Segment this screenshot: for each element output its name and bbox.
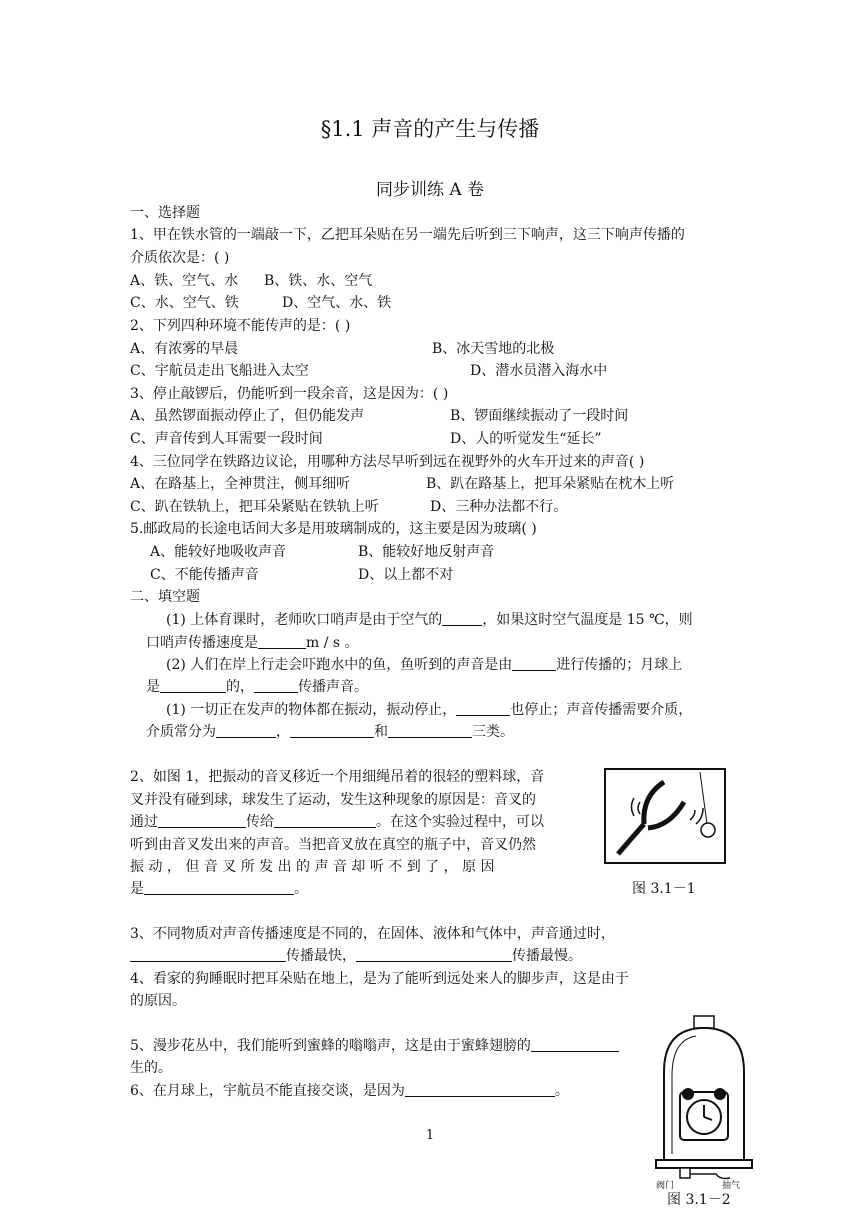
q2-option-b: B、冰天雪地的北极 xyxy=(432,341,555,357)
q3-option-b: B、锣面继续振动了一段时间 xyxy=(450,408,629,424)
q1-stem-line1: 1、甲在铁水管的一端敲一下，乙把耳朵贴在另一端先后听到三下响声，这三下响声传播的 xyxy=(130,227,685,243)
answer-blank[interactable] xyxy=(290,723,374,738)
q2-option-c: C、宇航员走出飞船进入太空 xyxy=(130,363,309,379)
fill1-line1 xyxy=(166,610,693,630)
figure2-caption: 图 3.1－2 xyxy=(667,1192,731,1208)
q3b-line2 xyxy=(130,946,582,966)
fill2-text4: 的， xyxy=(226,679,254,695)
fill1-text1: (1) 上体育课时，老师吹口哨声是由于空气的 xyxy=(166,612,443,628)
answer-blank[interactable] xyxy=(456,701,510,716)
q5b-text-a: 5、漫步花丛中，我们能听到蜜蜂的嗡嗡声，这是由于蜜蜂翅膀的 xyxy=(130,1038,531,1054)
fill1-text4: m / s 。 xyxy=(306,635,359,651)
q2-stem: 2、下列四种环境不能传声的是：( ) xyxy=(130,318,351,334)
fill1-text3: 口哨声传播速度是 xyxy=(146,635,258,651)
q2b-text-a: 通过 xyxy=(130,814,158,830)
fill2-line2 xyxy=(146,677,368,697)
fill3-text6: 三类。 xyxy=(472,724,514,740)
q4-option-c: C、趴在铁轨上，把耳朵紧贴在铁轨上听 xyxy=(130,499,379,515)
q2b-line5: 振 动 ， 但 音 叉 所 发 出 的 声 音 却 听 不 到 了 ， 原 因 xyxy=(130,859,495,875)
q3b-text-a: 传播最快， xyxy=(286,948,356,964)
q2-option-d: D、潜水员潜入海水中 xyxy=(470,363,608,379)
fill2-text3: 是 xyxy=(146,679,160,695)
answer-blank[interactable] xyxy=(531,1037,619,1052)
answer-blank[interactable] xyxy=(405,1082,555,1097)
q5-option-b: B、能较好地反射声音 xyxy=(358,544,495,560)
q4-option-b: B、趴在路基上，把耳朵紧贴在枕木上听 xyxy=(426,476,675,492)
q5-option-d: D、以上都不对 xyxy=(358,567,454,583)
answer-blank[interactable] xyxy=(254,678,298,693)
fill2-text5: 传播声音。 xyxy=(298,679,368,695)
q6b-text-a: 6、在月球上，宇航员不能直接交谈，是因为 xyxy=(130,1083,405,1099)
fill3-text5: 和 xyxy=(374,724,388,740)
q3b-text-b: 传播最慢。 xyxy=(512,948,582,964)
fill3-text4: ， xyxy=(276,724,290,740)
page-number: 1 xyxy=(425,1128,435,1143)
q2b-line6 xyxy=(130,879,308,899)
pump-label: 抽气 xyxy=(722,1181,741,1190)
fill3-line2 xyxy=(146,722,514,742)
q5-option-c: C、不能传播声音 xyxy=(150,567,259,583)
q2b-text-d: 是 xyxy=(130,881,144,897)
fill3-text1: (1) 一切正在发声的物体都在振动，振动停止， xyxy=(166,702,457,718)
q5b-line1 xyxy=(130,1036,619,1056)
q4-stem: 4、三位同学在铁路边议论，用哪种方法尽早听到远在视野外的火车开过来的声音( ) xyxy=(130,454,645,470)
answer-blank[interactable] xyxy=(274,813,376,828)
answer-blank[interactable] xyxy=(512,656,556,671)
tuning-fork-figure xyxy=(604,768,726,864)
bell-jar-figure xyxy=(650,1012,762,1190)
answer-blank[interactable] xyxy=(258,634,306,649)
q1-option-b: B、铁、水、空气 xyxy=(264,273,373,289)
q2b-line4: 听到由音叉发出来的声音。当把音叉放在真空的瓶子中，音叉仍然 xyxy=(130,837,536,853)
q2-option-a: A、有浓雾的早晨 xyxy=(130,341,239,357)
answer-blank[interactable] xyxy=(442,611,482,626)
answer-blank[interactable] xyxy=(158,813,246,828)
q2b-line3 xyxy=(130,812,544,832)
q4b-line1: 4、看家的狗睡眠时把耳朵贴在地上，是为了能听到远处来人的脚步声，这是由于 xyxy=(130,971,629,987)
q1-option-c: C、水、空气、铁 xyxy=(130,295,239,311)
answer-blank[interactable] xyxy=(216,723,276,738)
page-title: §1.1 声音的产生与传播 xyxy=(320,117,540,141)
q6b-text-b: 。 xyxy=(554,1083,569,1099)
fill3-text3: 介质常分为 xyxy=(146,724,216,740)
fill3-text2: 也停止；声音传播需要介质， xyxy=(510,702,693,718)
section-heading-choice: 一、选择题 xyxy=(130,205,200,221)
q1-stem-line2: 介质依次是：( ) xyxy=(130,250,230,266)
q1-option-d: D、空气、水、铁 xyxy=(282,295,392,311)
q1-option-a: A、铁、空气、水 xyxy=(130,273,239,289)
section-heading-fill: 二、填空题 xyxy=(130,589,200,605)
q5-option-a: A、能较好地吸收声音 xyxy=(150,544,287,560)
q3-option-a: A、虽然锣面振动停止了，但仍能发声 xyxy=(130,408,365,424)
q3-option-c: C、声音传到人耳需要一段时间 xyxy=(130,431,323,447)
fill2-text2: 进行传播的；月球上 xyxy=(556,657,683,673)
fill1-text2: ，如果这时空气温度是 15 ℃，则 xyxy=(482,612,693,628)
q2b-line1: 2、如图 1，把振动的音叉移近一个用细绳吊着的很轻的塑料球，音 xyxy=(130,769,545,785)
q3-stem: 3、停止敲锣后，仍能听到一段余音，这是因为：( ) xyxy=(130,386,449,402)
q4-option-a: A、在路基上，全神贯注，侧耳细听 xyxy=(130,476,351,492)
q2b-line2: 叉并没有碰到球，球发生了运动，发生这种现象的原因是：音叉的 xyxy=(130,792,536,808)
q2b-text-e: 。 xyxy=(294,881,308,897)
valve-label: 阀门 xyxy=(656,1181,675,1190)
q3b-line1: 3、不同物质对声音传播速度是不同的，在固体、液体和气体中，声音通过时， xyxy=(130,926,615,942)
fill1-line2 xyxy=(146,633,359,653)
answer-blank[interactable] xyxy=(130,947,286,962)
q2b-text-b: 传给 xyxy=(246,814,274,830)
q2b-text-c: 。在这个实验过程中，可以 xyxy=(376,814,544,830)
answer-blank[interactable] xyxy=(356,947,512,962)
q4-option-d: D、三种办法都不行。 xyxy=(430,499,568,515)
figure1-caption: 图 3.1－1 xyxy=(632,881,696,897)
answer-blank[interactable] xyxy=(144,880,294,895)
fill2-text1: (2) 人们在岸上行走会吓跑水中的鱼，鱼听到的声音是由 xyxy=(166,657,513,673)
q6b-line1 xyxy=(130,1081,569,1101)
answer-blank[interactable] xyxy=(388,723,472,738)
q5-stem: 5.邮政局的长途电话间大多是用玻璃制成的，这主要是因为玻璃( ) xyxy=(130,521,537,537)
page-subtitle: 同步训练 A 卷 xyxy=(375,180,485,200)
answer-blank[interactable] xyxy=(160,678,226,693)
q4b-line2: 的原因。 xyxy=(130,993,186,1009)
fill3-line1 xyxy=(166,700,692,720)
fill2-line1 xyxy=(166,655,682,675)
q3-option-d: D、人的听觉发生“延长” xyxy=(450,431,602,447)
q5b-line2: 生的。 xyxy=(130,1060,172,1076)
